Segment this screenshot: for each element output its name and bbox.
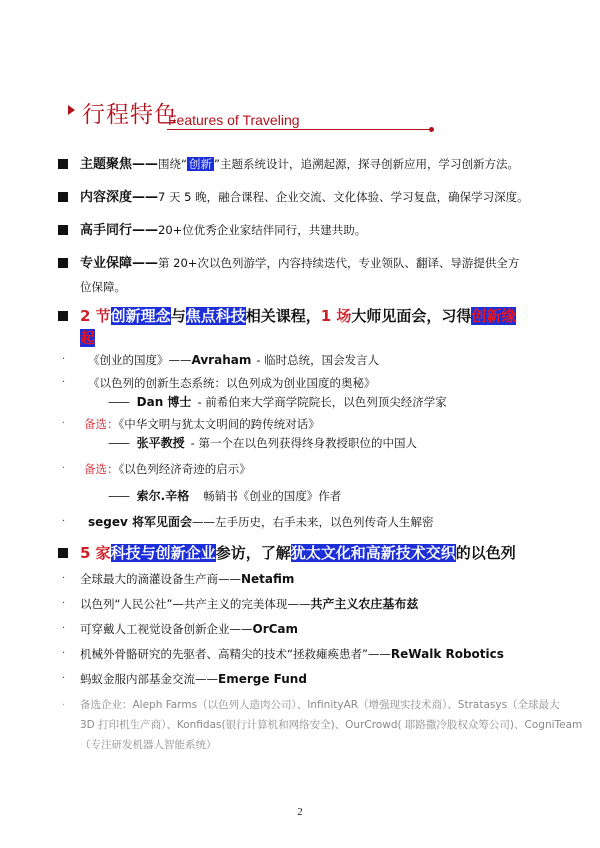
heading-text: 参访，了解 [215, 544, 291, 562]
list-bullet: · [62, 573, 66, 584]
item-bold: segev 将军见面会 [88, 515, 193, 529]
feature-label: 专业保障—— [80, 256, 159, 271]
item-bold: OrCam [252, 622, 299, 636]
item-alt-label: 备选： [84, 417, 119, 431]
highlight-chuangxin: 创新 [188, 157, 212, 171]
item-text: 可穿戴人工视觉设备创新企业—— [80, 622, 253, 636]
list-item [84, 460, 251, 478]
page-number: 2 [297, 806, 303, 818]
square-bullet-icon [58, 548, 68, 558]
list-bullet: · [62, 354, 66, 365]
heading-highlight: 创新理念 [110, 307, 171, 325]
heading-count: 1 场 [320, 307, 352, 325]
heading-highlight: 起 [80, 329, 96, 347]
list-bullet: · [62, 598, 66, 609]
item-text: - 临时总统，国会发言人 [256, 353, 380, 367]
item-text: 以色列“人民公社”—共产主义的完美体现—— [80, 597, 311, 611]
heading-highlight: 犹太文化和高新技术交织 [290, 544, 456, 562]
list-item [108, 487, 341, 505]
heading-highlight: 创新缘 [471, 307, 517, 325]
square-bullet-icon [58, 225, 68, 235]
item-dash: —— [108, 395, 129, 409]
item-text: 机械外骨骼研究的先驱者、高精尖的技术“拯救瘫痪患者”—— [80, 647, 391, 661]
list-item [88, 513, 434, 531]
item-dash: —— [108, 489, 129, 503]
list-bullet: · [62, 673, 66, 684]
feature-label: 主题聚焦—— [80, 157, 159, 172]
item-dash: —— [108, 436, 129, 450]
heading-text: 相关课程， [245, 307, 321, 325]
item-bold: ReWalk Robotics [390, 647, 504, 661]
section-title [68, 96, 374, 136]
list-bullet: · [62, 418, 66, 429]
item-text: 《以色列的创新生态系统：以色列成为创业国度的奥秘》 [88, 376, 376, 390]
heading-text: 的以色列 [455, 544, 516, 562]
item-text: ——左手历史，右手未来，以色列传奇人生解密 [192, 515, 434, 529]
item-text: 蚂蚁金服内部基金交流—— [80, 672, 218, 686]
list-item [80, 570, 294, 588]
feature-text: 第 20+次以色列游学，内容持续迭代，专业领队、翻译、导游提供全方 [158, 256, 520, 270]
list-item [80, 670, 307, 688]
item-bold: Emerge Fund [218, 672, 307, 686]
square-bullet-icon [58, 311, 68, 321]
list-item [108, 434, 417, 452]
alt-companies-line: 备选企业：Aleph Farms（以色列人造肉公司）、InfinityAR（增强现实技术商）、Stratasys（全球最大 [80, 699, 560, 711]
square-bullet-icon [58, 159, 68, 169]
list-item [80, 595, 418, 613]
heading-count: 5 家 [80, 544, 111, 562]
list-bullet: · [62, 700, 66, 711]
list-bullet: · [62, 516, 66, 527]
list-item [84, 415, 320, 433]
list-bullet: · [62, 623, 66, 634]
title-english: Features of Traveling [168, 112, 300, 128]
heading-highlight: 科技与创新企业 [110, 544, 216, 562]
alt-companies-line: （专注研发机器人智能系统） [80, 739, 217, 751]
feature-text: 位保障。 [80, 280, 126, 294]
title-underline [167, 129, 431, 130]
item-text: - 第一个在以色列获得终身教授职位的中国人 [190, 436, 417, 450]
list-item [80, 645, 504, 663]
heading-count: 2 节 [80, 307, 111, 325]
list-item [88, 351, 379, 369]
item-text: 《中华文明与犹太文明间的跨传统对话》 [118, 417, 320, 431]
item-text: 全球最大的滴灌设备生产商—— [80, 572, 241, 586]
list-item [88, 374, 376, 392]
title-dot [429, 127, 434, 132]
feature-text: ”主题系统设计，追溯起源，探寻创新应用，学习创新方法。 [213, 157, 519, 171]
item-bold: Dan 博士 [136, 395, 192, 409]
feature-text: 围绕“ [158, 157, 187, 171]
heading-highlight: 焦点科技 [185, 307, 246, 325]
title-chinese: 行程特色 [82, 102, 178, 128]
feature-label: 内容深度—— [80, 190, 159, 205]
square-bullet-icon [58, 258, 68, 268]
item-bold: 索尔.辛格 [136, 489, 190, 503]
heading-text: 大师见面会，习得 [351, 307, 472, 325]
item-text: - 前希伯来大学商学院院长，以色列顶尖经济学家 [197, 395, 447, 409]
item-bold: Avraham [191, 353, 252, 367]
item-bold: Netafim [241, 572, 295, 586]
triangle-arrow-icon [68, 105, 75, 115]
list-bullet: · [62, 377, 66, 388]
item-text: 《以色列经济奇迹的启示》 [118, 462, 251, 476]
item-bold: 张平教授 [136, 436, 185, 450]
item-text: 畅销书《创业的国度》作者 [203, 489, 342, 503]
list-item [80, 620, 298, 638]
item-text: 《创业的国度》—— [88, 353, 192, 367]
list-bullet: · [62, 648, 66, 659]
feature-text: 7 天 5 晚，融合课程、企业交流、文化体验、学习复盘，确保学习深度。 [158, 190, 529, 204]
alt-companies-line: 3D 打印机生产商）、Konfidas(银行计算机和网络安全)、OurCrowd( 耶路撒冷股权众筹公司)、CogniTeam [80, 719, 583, 731]
square-bullet-icon [58, 192, 68, 202]
feature-label: 高手同行—— [80, 223, 159, 238]
item-alt-label: 备选： [84, 462, 119, 476]
heading-text: 与 [170, 307, 186, 325]
list-bullet: · [62, 463, 66, 474]
item-bold: 共产主义农庄基布兹 [310, 597, 419, 611]
feature-text: 20+位优秀企业家结伴同行，共建共助。 [158, 223, 367, 237]
list-item [108, 393, 447, 411]
